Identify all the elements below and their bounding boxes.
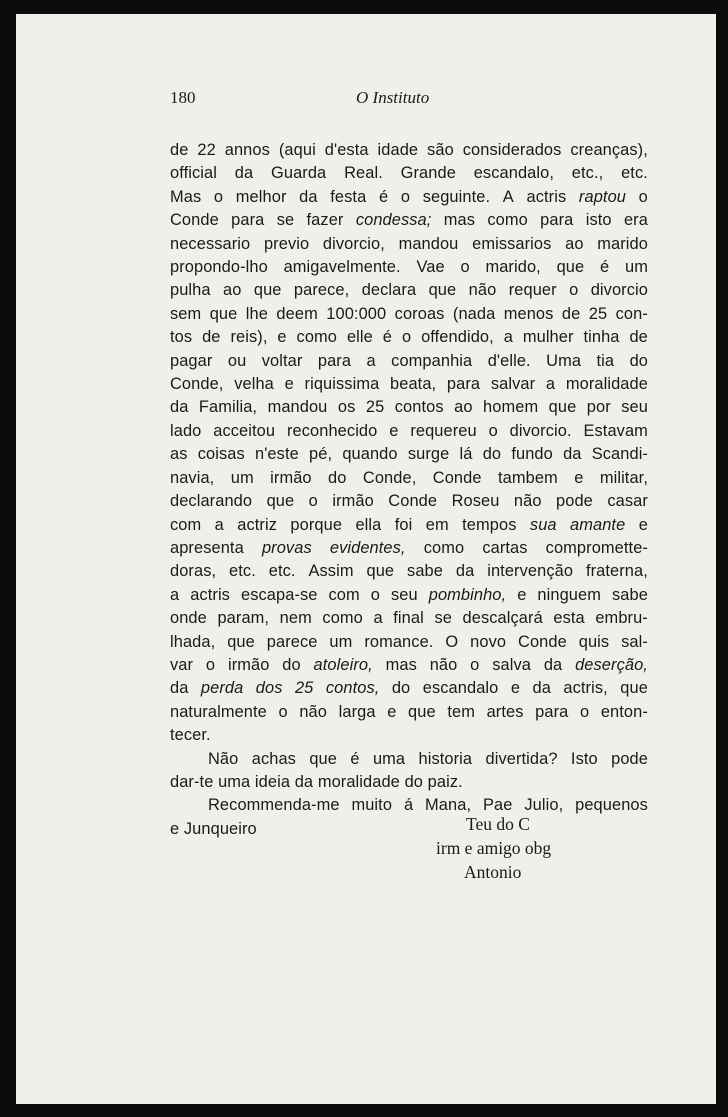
- text-line: official da Guarda Real. Grande escandalo, etc., etc.: [170, 164, 648, 183]
- text-line: tecer.: [170, 726, 211, 745]
- text-line: Recommenda-me muito á Mana, Pae Julio, pequenos: [208, 796, 648, 815]
- text-line: as coisas n'este pé, quando surge lá do fundo da Scandi-: [170, 445, 648, 464]
- text-line: navia, um irmão do Conde, Conde tambem e militar,: [170, 468, 648, 487]
- text-line: lado acceitou reconhecido e requereu o divorcio. Estavam: [170, 421, 648, 440]
- text-line: var o irmão do atoleiro, mas não o salva da deserção,: [170, 655, 648, 674]
- text-line: dar-te uma ideia da moralidade do paiz.: [170, 772, 463, 791]
- text-line: doras, etc. etc. Assim que sabe da intervenção fraterna,: [170, 562, 648, 581]
- text-line: pagar ou voltar para a companhia d'elle. Uma tia do: [170, 351, 648, 370]
- text-line: onde param, nem como a final se descalçará esta embru-: [170, 609, 648, 628]
- text-line: apresenta provas evidentes, como cartas compromette-: [170, 538, 648, 557]
- signature-line: Teu do C: [466, 814, 530, 834]
- text-line: pulha ao que parece, declara que não requer o divorcio: [170, 281, 648, 300]
- text-line: da perda dos 25 contos, do escandalo e da actris, que: [170, 679, 648, 698]
- text-line: propondo-lho amigavelmente. Vae o marido, que é um: [170, 258, 648, 277]
- text-line: e Junqueiro: [170, 819, 257, 838]
- text-line: de 22 annos (aqui d'esta idade são considerados creanças),: [170, 141, 648, 159]
- text-line: Conde, velha e riquissima beata, para salvar a moralidade: [170, 375, 648, 394]
- letter-body: [170, 139, 648, 841]
- text-line: Mas o melhor da festa é o seguinte. A actris raptou o: [170, 187, 648, 206]
- text-line: tos de reis), e como elle é o offendido, a mulher tinha de: [170, 328, 648, 347]
- text-line: Não achas que é uma historia divertida? Isto pode: [208, 749, 648, 768]
- signature-name: Antonio: [464, 862, 522, 882]
- text-line: declarando que o irmão Conde Roseu não pode casar: [170, 492, 648, 511]
- text-line: a actris escapa-se com o seu pombinho, e ninguem sabe: [170, 585, 648, 604]
- text-line: Conde para se fazer condessa; mas como para isto era: [170, 211, 648, 230]
- text-line: da Familia, mandou os 25 contos ao homem que por seu: [170, 398, 648, 417]
- text-line: necessario previo divorcio, mandou emissarios ao marido: [170, 234, 648, 253]
- signature-block: [424, 812, 551, 884]
- text-line: naturalmente o não larga e que tem artes para o enton-: [170, 702, 648, 721]
- text-line: lhada, que parece um romance. O novo Conde quis sal-: [170, 632, 648, 651]
- page-number: 180: [170, 88, 196, 107]
- text-line: sem que lhe deem 100:000 coroas (nada menos de 25 con-: [170, 304, 648, 323]
- text-line: com a actriz porque ella foi em tempos sua amante e: [170, 515, 648, 534]
- running-title: O Instituto: [356, 88, 430, 107]
- book-page: [16, 14, 716, 1104]
- signature-line: irm e amigo obg: [436, 838, 552, 858]
